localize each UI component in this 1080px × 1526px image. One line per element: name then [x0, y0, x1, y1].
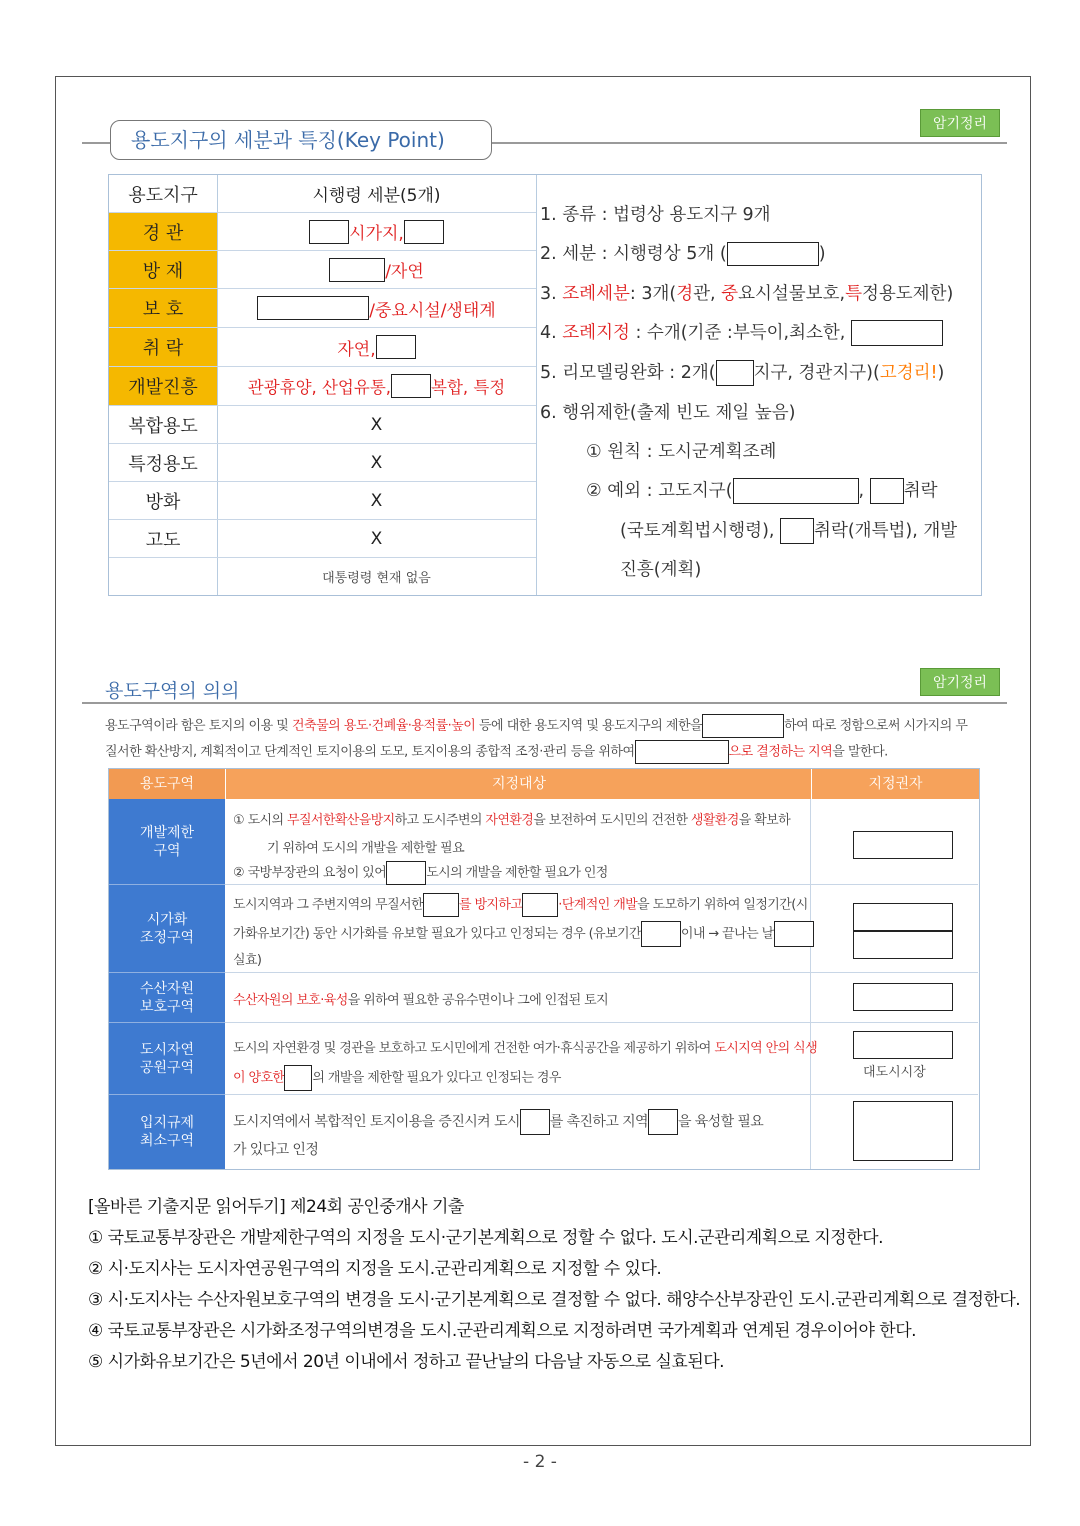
exam-statement-5: ⑤ 시가화유보기간은 5년에서 20년 이내에서 정하고 끝난날의 다음날 자동으로 실효된다.	[88, 1352, 725, 1372]
title-line-left	[82, 142, 110, 144]
zone-urbanization-adjustment: 시가화 조정구역	[109, 885, 225, 973]
fill-blank[interactable]	[386, 861, 426, 885]
adj-line-2	[233, 921, 814, 947]
def-f: 으로 결정하는 지역	[728, 744, 833, 760]
p4-a: 4.	[540, 323, 563, 343]
authority-text: 대도시시장	[863, 1065, 926, 1080]
t: 무질서한확산을방지	[287, 813, 395, 828]
fill-blank[interactable]	[774, 921, 814, 947]
detail-text: /중요시설/생태계	[369, 300, 496, 321]
t: 도시지역 안의 식생	[714, 1041, 818, 1056]
point-2	[540, 240, 826, 266]
fill-blank[interactable]	[702, 714, 784, 738]
fill-blank[interactable]	[641, 921, 681, 947]
fill-blank[interactable]	[853, 1031, 953, 1059]
p3-f: 중	[721, 284, 739, 304]
adj-target	[225, 885, 811, 973]
fill-blank[interactable]	[284, 1065, 312, 1091]
header-zone: 용도구역	[109, 769, 225, 799]
detail-text: 시가지,	[349, 224, 404, 244]
def-b: 건축물의 용도·건폐율·용적률·높이	[291, 718, 476, 734]
fill-blank[interactable]	[648, 1109, 678, 1135]
exam-statement-4: ④ 국토교통부장관은 시가화조정구역의변경을 도시.군관리계획으로 지정하려면 국가계획과 연계된 경우이어야 한다.	[88, 1321, 917, 1341]
zone-site-regulation-minimum: 입지규제 최소구역	[109, 1095, 225, 1169]
table-row	[109, 251, 536, 289]
t: 를 촉진하고 지역	[549, 1114, 648, 1130]
fill-blank[interactable]	[870, 478, 904, 504]
p5-b: 지구, 경관지구)(	[753, 363, 880, 383]
row-name: 보 호	[109, 289, 217, 327]
dev-authority	[811, 799, 978, 885]
detail-text: 관광휴양, 산업유통,	[247, 378, 391, 397]
t: 도시지역에서 복합적인 토지이용을 증진시켜 도시	[233, 1114, 520, 1130]
t: 을 도모하기 위하여 일정기간(시	[637, 897, 808, 913]
row-detail: X	[370, 452, 383, 473]
section1-title: 용도지구의 세분과 특징(Key Point)	[110, 120, 492, 160]
detail-text: 자연,	[337, 339, 376, 360]
row-detail	[217, 289, 536, 327]
fill-blank[interactable]	[853, 1101, 953, 1161]
row-name: 개발진흥	[109, 367, 217, 405]
site-line-2: 가 있다고 인정	[233, 1142, 319, 1158]
adj-authority	[811, 885, 978, 973]
definition-line-1	[105, 714, 967, 738]
table-row	[109, 444, 536, 482]
fish-line-1	[233, 989, 608, 1008]
table-row	[109, 520, 536, 558]
row-name: 특정용도	[128, 453, 198, 475]
t: 자연환경	[485, 813, 534, 828]
t: 을 위하여 필요한 공유수면이나 그에 인접된 토지	[347, 993, 609, 1008]
p6-2b: ,	[858, 481, 865, 501]
site-authority	[811, 1095, 978, 1169]
park-target	[225, 1023, 818, 1095]
point-4	[540, 319, 943, 346]
table-row	[109, 289, 536, 328]
row-detail	[217, 367, 536, 405]
park-line-2	[233, 1065, 561, 1091]
row-detail	[217, 328, 536, 366]
fill-blank[interactable]	[853, 983, 953, 1011]
def-c: 등에 대한 용도지역 및 용도지구의 제한을	[475, 718, 703, 734]
t: 를 방지하고	[458, 897, 523, 913]
table-row	[109, 482, 536, 520]
point-2-end: )	[818, 244, 826, 264]
row-detail	[217, 213, 536, 250]
p4-b: 조례지정	[562, 323, 630, 343]
t: 을 보전하여 도시민의 건전한	[533, 813, 691, 828]
fill-blank[interactable]	[853, 931, 953, 959]
p5-a: 5. 리모델링완화 : 2개(	[540, 363, 716, 383]
site-line-1	[233, 1109, 763, 1135]
p3-d: 경	[676, 284, 694, 304]
point-3	[540, 280, 953, 305]
fish-target	[225, 973, 811, 1023]
t: 이 양호한	[233, 1070, 285, 1086]
point-1: 1. 종류 : 법령상 용도지구 9개	[540, 205, 771, 225]
row-detail: X	[370, 490, 383, 511]
t: 의 개발을 제한할 필요가 있다고 인정되는 경우	[312, 1070, 561, 1086]
p5-d: )	[937, 363, 945, 383]
dev-target	[225, 799, 811, 885]
def-d: 하여 따로 정함으로써 시가지의 무	[784, 718, 968, 734]
adj-line-3: 실효)	[233, 953, 262, 968]
t: 을 육성할 필요	[677, 1114, 764, 1130]
row-name: 경 관	[109, 213, 217, 250]
fill-blank[interactable]	[329, 258, 385, 282]
t: 하고 도시주변의	[394, 813, 486, 828]
t: ① 도시의	[233, 813, 287, 828]
point-6-2	[586, 477, 938, 504]
row-name	[109, 558, 217, 595]
point-6-1: ① 원칙 : 도시군계획조례	[586, 442, 777, 462]
zone-dev-restriction: 개발제한 구역	[109, 799, 225, 885]
p3-e: 관,	[693, 284, 722, 304]
t: ② 국방부장관의 요청이 있어	[233, 865, 387, 881]
fill-blank[interactable]	[391, 374, 431, 398]
t: 이내 → 끝나는 날	[680, 926, 774, 942]
row-name: 방화	[145, 491, 181, 513]
p5-c: 고경리!	[879, 363, 938, 383]
table-row	[109, 367, 536, 406]
fill-blank[interactable]	[522, 893, 558, 917]
header-authority: 지정권자	[811, 769, 979, 799]
point-2-text: 2. 세분 : 시행령상 5개 (	[540, 244, 727, 264]
header-detail: 시행령 세분(5개)	[312, 186, 441, 206]
zone-fishery-protection: 수산자원 보호구역	[109, 973, 225, 1023]
fill-blank[interactable]	[635, 740, 729, 764]
def-g: 을 말한다.	[832, 744, 888, 760]
point-6: 6. 행위제한(출제 빈도 제일 높음)	[540, 403, 796, 423]
fill-blank[interactable]	[376, 335, 416, 359]
fill-blank[interactable]	[851, 320, 943, 346]
t: 을 확보하	[738, 813, 791, 828]
p3-b: 조례세분	[562, 284, 630, 304]
memo-tag-1: 암기정리	[920, 109, 1000, 137]
t: 수산자원의 보호·육성	[233, 993, 348, 1008]
point-6-3	[620, 517, 957, 544]
fill-blank[interactable]	[780, 518, 814, 544]
section2-title: 용도구역의 의의	[105, 680, 240, 702]
exam-statement-1: ① 국토교통부장관은 개발제한구역의 지정을 도시·군기본계획으로 정할 수 없다. 도시.군관리계획으로 지정한다.	[88, 1228, 883, 1248]
table-row	[109, 406, 536, 444]
fill-blank[interactable]	[309, 220, 349, 244]
table-row	[109, 213, 536, 251]
fish-authority	[811, 973, 978, 1023]
table-row	[109, 558, 536, 595]
exam-statement-3: ③ 시·도지사는 수산자원보호구역의 변경을 도시·군기본계획으로 결정할 수 없다. 해양수산부장관인 도시.군관리계획으로 결정한다.	[88, 1290, 1021, 1310]
row-detail: 대통령령 현재 없음	[322, 571, 431, 586]
t: 도시의 개발을 제한할 필요가 인정	[426, 865, 608, 881]
park-authority	[811, 1023, 978, 1095]
fill-blank[interactable]	[716, 360, 754, 386]
fill-blank[interactable]	[733, 478, 859, 504]
memo-tag-2: 암기정리	[920, 668, 1000, 696]
row-detail: X	[370, 528, 383, 549]
fill-blank[interactable]	[520, 1109, 550, 1135]
header-target: 지정대상	[225, 769, 812, 799]
header-district: 용도지구	[128, 184, 198, 206]
zone-table	[108, 768, 980, 1170]
fill-blank[interactable]	[404, 220, 444, 244]
fill-blank[interactable]	[727, 242, 819, 266]
fill-blank[interactable]	[853, 903, 953, 931]
dev-line-3	[233, 861, 608, 885]
point-6-4: 진흥(계획)	[620, 560, 702, 580]
t: ·단계적인 개발	[558, 897, 638, 913]
site-target	[225, 1095, 811, 1169]
detail-text: /자연	[385, 262, 424, 282]
p6-2a: ② 예외 : 고도지구(	[586, 481, 733, 501]
fill-blank[interactable]	[257, 296, 369, 320]
fill-blank[interactable]	[853, 831, 953, 859]
table-header-row	[109, 175, 536, 213]
point-5	[540, 359, 944, 386]
table-row	[109, 328, 536, 367]
dev-line-2: 기 위하여 도시의 개발을 제한할 필요	[267, 841, 465, 856]
title-line-right	[492, 142, 1007, 144]
p6-2c: 취락	[903, 481, 938, 501]
section2-line	[82, 702, 1007, 704]
t: 생활환경	[690, 813, 739, 828]
exam-heading: [올바른 기출지문 읽어두기] 제24회 공인중개사 기출	[88, 1197, 464, 1217]
exam-statement-2: ② 시·도지사는 도시자연공원구역의 지정을 도시.군관리계획으로 지정할 수 있다.	[88, 1259, 662, 1279]
definition-line-2	[105, 740, 888, 764]
def-e: 질서한 확산방지, 계획적이고 단계적인 토지이용의 도모, 토지이용의 종합적 조정·관리 등을 위하여	[105, 744, 635, 760]
p3-a: 3.	[540, 284, 563, 304]
t: 가화유보기간) 동안 시가화를 유보할 필요가 있다고 인정되는 경우 (유보기간	[233, 926, 641, 942]
page-number: - 2 -	[523, 1452, 557, 1472]
def-a: 용도구역이라 함은 토지의 이용 및	[105, 718, 292, 734]
row-detail: X	[370, 414, 383, 435]
p3-h: 특	[845, 284, 862, 304]
row-name: 방 재	[109, 251, 217, 288]
t: 도시의 자연환경 및 경관을 보호하고 도시민에게 건전한 여가·휴식공간을 제공하기 위하여	[233, 1041, 715, 1056]
t: 도시지역과 그 주변지역의 무질서한	[233, 897, 423, 913]
row-name: 고도	[145, 529, 181, 551]
p3-c: : 3개(	[629, 284, 677, 304]
park-line-1	[233, 1037, 817, 1056]
adj-line-1	[233, 893, 808, 917]
p6-3a: (국토계획법시행령),	[620, 521, 775, 541]
fill-blank[interactable]	[423, 893, 459, 917]
zone-urban-natural-park: 도시자연 공원구역	[109, 1023, 225, 1095]
p3-i: 정용도제한)	[861, 284, 954, 304]
row-name: 취 락	[109, 328, 217, 366]
row-detail	[217, 251, 536, 288]
row-name: 복합용도	[128, 415, 198, 437]
p4-c: : 수개(기준 :부득이,최소한,	[629, 323, 846, 343]
detail-text: 복합, 특정	[431, 378, 506, 397]
p6-3b: 취락(개특법), 개발	[814, 521, 958, 541]
p3-g: 요시설물보호,	[738, 284, 846, 304]
dev-line-1	[233, 809, 790, 828]
